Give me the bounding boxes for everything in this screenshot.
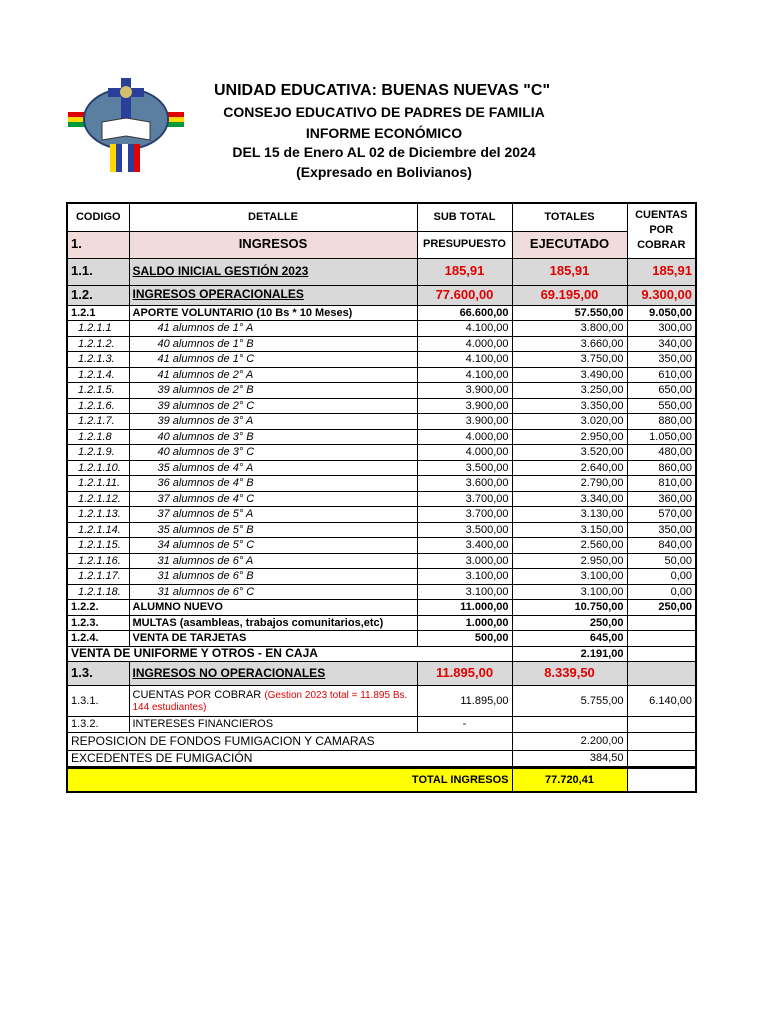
row-total: 3.750,00 bbox=[512, 352, 627, 368]
row-code: 1.2.1.3. bbox=[67, 352, 129, 368]
row-cxc bbox=[627, 615, 696, 631]
row-cxc: 250,00 bbox=[627, 600, 696, 616]
row-cxc: 480,00 bbox=[627, 445, 696, 461]
row-code: 1.2.1.5. bbox=[67, 383, 129, 399]
row-total: 3.250,00 bbox=[512, 383, 627, 399]
row-total: 3.660,00 bbox=[512, 336, 627, 352]
row-detail: 31 alumnos de 6° B bbox=[129, 569, 417, 585]
table-row bbox=[67, 352, 696, 368]
row-subtotal: 4.100,00 bbox=[417, 352, 512, 368]
row-cxc bbox=[627, 717, 696, 733]
row-code: 1.2.1.18. bbox=[67, 584, 129, 600]
row-total: 3.490,00 bbox=[512, 367, 627, 383]
row-cxc: 840,00 bbox=[627, 538, 696, 554]
row-cxc bbox=[627, 750, 696, 768]
row-total: 2.790,00 bbox=[512, 476, 627, 492]
table-row bbox=[67, 733, 696, 751]
row-cxc: 185,91 bbox=[627, 258, 696, 285]
table-row bbox=[67, 646, 696, 662]
row-cxc bbox=[627, 646, 696, 662]
table-row bbox=[67, 476, 696, 492]
row-detail: 41 alumnos de 1° A bbox=[129, 321, 417, 337]
total-cxc bbox=[627, 768, 696, 792]
row-subtotal: 3.500,00 bbox=[417, 460, 512, 476]
row-cxc bbox=[627, 631, 696, 647]
income-table bbox=[66, 202, 697, 793]
row-total: 384,50 bbox=[512, 750, 627, 768]
row-code: 1.2.1.2. bbox=[67, 336, 129, 352]
row-detail: 39 alumnos de 3° A bbox=[129, 414, 417, 430]
row-subtotal: 4.000,00 bbox=[417, 336, 512, 352]
row-cxc bbox=[627, 662, 696, 686]
row-cxc: 1.050,00 bbox=[627, 429, 696, 445]
row-code: 1.2.1.7. bbox=[67, 414, 129, 430]
row-subtotal: 3.700,00 bbox=[417, 491, 512, 507]
table-row bbox=[67, 686, 696, 717]
currency-note: (Expresado en Bolivianos) bbox=[296, 164, 472, 180]
executed-label: EJECUTADO bbox=[512, 231, 627, 258]
row-total: 10.750,00 bbox=[512, 600, 627, 616]
row-total: 2.640,00 bbox=[512, 460, 627, 476]
row-code: 1.2.1.6. bbox=[67, 398, 129, 414]
row-detail: MULTAS (asambleas, trabajos comunitarios,etc) bbox=[129, 615, 417, 631]
budget-label: PRESUPUESTO bbox=[417, 231, 512, 258]
row-code: 1.2.2. bbox=[67, 600, 129, 616]
row-cxc: 0,00 bbox=[627, 584, 696, 600]
row-total: 3.100,00 bbox=[512, 569, 627, 585]
row-detail: 35 alumnos de 4° A bbox=[129, 460, 417, 476]
row-code: 1.2.1.13. bbox=[67, 507, 129, 523]
row-detail: 39 alumnos de 2° C bbox=[129, 398, 417, 414]
row-cxc: 9.300,00 bbox=[627, 285, 696, 305]
row-total: 3.340,00 bbox=[512, 491, 627, 507]
row-code: 1.1. bbox=[67, 258, 129, 285]
row-subtotal: 1.000,00 bbox=[417, 615, 512, 631]
row-total: 250,00 bbox=[512, 615, 627, 631]
row-detail: 31 alumnos de 6° C bbox=[129, 584, 417, 600]
row-cxc: 350,00 bbox=[627, 522, 696, 538]
table-row bbox=[67, 615, 696, 631]
row-subtotal: 4.000,00 bbox=[417, 445, 512, 461]
row-total: 2.200,00 bbox=[512, 733, 627, 751]
table-row bbox=[67, 321, 696, 337]
row-total: 3.520,00 bbox=[512, 445, 627, 461]
section-code: 1. bbox=[67, 231, 129, 258]
row-total: 3.150,00 bbox=[512, 522, 627, 538]
row-cxc: 880,00 bbox=[627, 414, 696, 430]
table-row bbox=[67, 717, 696, 733]
row-cxc: 0,00 bbox=[627, 569, 696, 585]
row-cxc: 650,00 bbox=[627, 383, 696, 399]
row-cxc: 360,00 bbox=[627, 491, 696, 507]
row-detail: INTERESES FINANCIEROS bbox=[129, 717, 417, 733]
row-detail: 36 alumnos de 4° B bbox=[129, 476, 417, 492]
row-total: 3.800,00 bbox=[512, 321, 627, 337]
table-row bbox=[67, 662, 696, 686]
table-row bbox=[67, 383, 696, 399]
row-code: 1.2. bbox=[67, 285, 129, 305]
row-subtotal: 3.400,00 bbox=[417, 538, 512, 554]
column-header-row bbox=[67, 203, 696, 231]
row-note: (Gestion 2023 total = 11.895 Bs. 144 estudiantes) bbox=[132, 689, 408, 713]
row-subtotal: 3.600,00 bbox=[417, 476, 512, 492]
row-subtotal: - bbox=[417, 717, 512, 733]
row-subtotal: 3.000,00 bbox=[417, 553, 512, 569]
row-code: 1.2.1.1 bbox=[67, 321, 129, 337]
row-detail: EXCEDENTES DE FUMIGACIÓN bbox=[67, 750, 512, 768]
total-value: 77.720,41 bbox=[512, 768, 627, 792]
table-row bbox=[67, 491, 696, 507]
table-row bbox=[67, 367, 696, 383]
table-row bbox=[67, 445, 696, 461]
row-cxc: 6.140,00 bbox=[627, 686, 696, 717]
row-code: 1.2.3. bbox=[67, 615, 129, 631]
table-row bbox=[67, 569, 696, 585]
row-detail: CUENTAS POR COBRAR (Gestion 2023 total = 11.895 Bs. 144 estudiantes) bbox=[129, 686, 417, 717]
col-cxc: CUENTAS POR COBRAR bbox=[627, 203, 696, 258]
table-row bbox=[67, 258, 696, 285]
table-row bbox=[67, 584, 696, 600]
row-total: 645,00 bbox=[512, 631, 627, 647]
row-total: 69.195,00 bbox=[512, 285, 627, 305]
row-subtotal: 11.895,00 bbox=[417, 686, 512, 717]
total-row bbox=[67, 768, 696, 792]
row-total: 5.755,00 bbox=[512, 686, 627, 717]
row-code: 1.3.2. bbox=[67, 717, 129, 733]
row-subtotal: 4.100,00 bbox=[417, 321, 512, 337]
row-detail: ALUMNO NUEVO bbox=[129, 600, 417, 616]
table-row bbox=[67, 538, 696, 554]
row-cxc: 810,00 bbox=[627, 476, 696, 492]
row-detail: 31 alumnos de 6° A bbox=[129, 553, 417, 569]
row-code: 1.2.1.11. bbox=[67, 476, 129, 492]
row-detail: 37 alumnos de 4° C bbox=[129, 491, 417, 507]
col-code: CODIGO bbox=[67, 203, 129, 231]
row-subtotal: 3.900,00 bbox=[417, 414, 512, 430]
row-detail: 40 alumnos de 1° B bbox=[129, 336, 417, 352]
row-detail: APORTE VOLUNTARIO (10 Bs * 10 Meses) bbox=[129, 305, 417, 321]
col-totals: TOTALES bbox=[512, 203, 627, 231]
row-detail: REPOSICION DE FONDOS FUMIGACION Y CAMARAS bbox=[67, 733, 512, 751]
table-row bbox=[67, 305, 696, 321]
row-subtotal: 3.900,00 bbox=[417, 398, 512, 414]
row-code: 1.2.1.10. bbox=[67, 460, 129, 476]
row-code: 1.2.1 bbox=[67, 305, 129, 321]
row-subtotal: 3.500,00 bbox=[417, 522, 512, 538]
row-cxc: 50,00 bbox=[627, 553, 696, 569]
row-cxc: 300,00 bbox=[627, 321, 696, 337]
col-detail: DETALLE bbox=[129, 203, 417, 231]
row-code: 1.3.1. bbox=[67, 686, 129, 717]
row-detail: 39 alumnos de 2° B bbox=[129, 383, 417, 399]
row-subtotal: 500,00 bbox=[417, 631, 512, 647]
row-cxc: 610,00 bbox=[627, 367, 696, 383]
row-detail: 41 alumnos de 1° C bbox=[129, 352, 417, 368]
row-subtotal: 3.100,00 bbox=[417, 584, 512, 600]
table-row bbox=[67, 336, 696, 352]
table-row bbox=[67, 285, 696, 305]
row-total: 8.339,50 bbox=[512, 662, 627, 686]
row-subtotal: 3.100,00 bbox=[417, 569, 512, 585]
row-subtotal: 4.100,00 bbox=[417, 367, 512, 383]
table-row bbox=[67, 600, 696, 616]
row-code: 1.2.1.8 bbox=[67, 429, 129, 445]
row-subtotal: 77.600,00 bbox=[417, 285, 512, 305]
row-subtotal: 4.000,00 bbox=[417, 429, 512, 445]
row-total: 2.191,00 bbox=[512, 646, 627, 662]
row-code: 1.2.1.16. bbox=[67, 553, 129, 569]
table-row bbox=[67, 631, 696, 647]
row-cxc: 350,00 bbox=[627, 352, 696, 368]
school-name: UNIDAD EDUCATIVA: BUENAS NUEVAS "C" bbox=[213, 82, 551, 99]
row-detail: INGRESOS OPERACIONALES bbox=[129, 285, 417, 305]
row-detail: INGRESOS NO OPERACIONALES bbox=[129, 662, 417, 686]
table-row bbox=[67, 414, 696, 430]
row-detail: VENTA DE UNIFORME Y OTROS - EN CAJA bbox=[67, 646, 512, 662]
total-label: TOTAL INGRESOS bbox=[67, 768, 512, 792]
table-row bbox=[67, 507, 696, 523]
row-code: 1.2.1.17. bbox=[67, 569, 129, 585]
row-code: 1.3. bbox=[67, 662, 129, 686]
row-cxc: 860,00 bbox=[627, 460, 696, 476]
row-total: 2.950,00 bbox=[512, 553, 627, 569]
row-cxc: 550,00 bbox=[627, 398, 696, 414]
row-code: 1.2.1.12. bbox=[67, 491, 129, 507]
row-code: 1.2.1.14. bbox=[67, 522, 129, 538]
table-row bbox=[67, 553, 696, 569]
section-title: INGRESOS bbox=[129, 231, 417, 258]
row-detail: VENTA DE TARJETAS bbox=[129, 631, 417, 647]
row-total: 3.130,00 bbox=[512, 507, 627, 523]
section-header-row bbox=[67, 231, 696, 258]
row-subtotal: 185,91 bbox=[417, 258, 512, 285]
row-detail: 35 alumnos de 5° B bbox=[129, 522, 417, 538]
row-cxc: 340,00 bbox=[627, 336, 696, 352]
row-code: 1.2.1.9. bbox=[67, 445, 129, 461]
row-code: 1.2.4. bbox=[67, 631, 129, 647]
row-detail: 41 alumnos de 2° A bbox=[129, 367, 417, 383]
row-total: 3.100,00 bbox=[512, 584, 627, 600]
row-code: 1.2.1.4. bbox=[67, 367, 129, 383]
row-subtotal: 3.700,00 bbox=[417, 507, 512, 523]
row-total bbox=[512, 717, 627, 733]
row-total: 3.350,00 bbox=[512, 398, 627, 414]
table-row bbox=[67, 398, 696, 414]
row-total: 57.550,00 bbox=[512, 305, 627, 321]
report-period: DEL 15 de Enero AL 02 de Diciembre del 2024 bbox=[232, 144, 536, 160]
row-cxc: 570,00 bbox=[627, 507, 696, 523]
row-detail: 34 alumnos de 5° C bbox=[129, 538, 417, 554]
row-total: 3.020,00 bbox=[512, 414, 627, 430]
row-code: 1.2.1.15. bbox=[67, 538, 129, 554]
row-subtotal: 11.895,00 bbox=[417, 662, 512, 686]
council-name: CONSEJO EDUCATIVO DE PADRES DE FAMILIA bbox=[223, 104, 545, 120]
col-subtotal: SUB TOTAL bbox=[417, 203, 512, 231]
row-cxc: 9.050,00 bbox=[627, 305, 696, 321]
row-detail: 40 alumnos de 3° C bbox=[129, 445, 417, 461]
row-subtotal: 11.000,00 bbox=[417, 600, 512, 616]
row-subtotal: 66.600,00 bbox=[417, 305, 512, 321]
row-total: 185,91 bbox=[512, 258, 627, 285]
row-total: 2.950,00 bbox=[512, 429, 627, 445]
table-row bbox=[67, 522, 696, 538]
row-subtotal: 3.900,00 bbox=[417, 383, 512, 399]
table-row bbox=[67, 750, 696, 768]
row-cxc bbox=[627, 733, 696, 751]
row-detail: SALDO INICIAL GESTIÓN 2023 bbox=[129, 258, 417, 285]
table-row bbox=[67, 460, 696, 476]
row-detail: 37 alumnos de 5° A bbox=[129, 507, 417, 523]
row-detail: 40 alumnos de 3° B bbox=[129, 429, 417, 445]
table-row bbox=[67, 429, 696, 445]
report-title: INFORME ECONÓMICO bbox=[305, 125, 463, 141]
row-total: 2.560,00 bbox=[512, 538, 627, 554]
